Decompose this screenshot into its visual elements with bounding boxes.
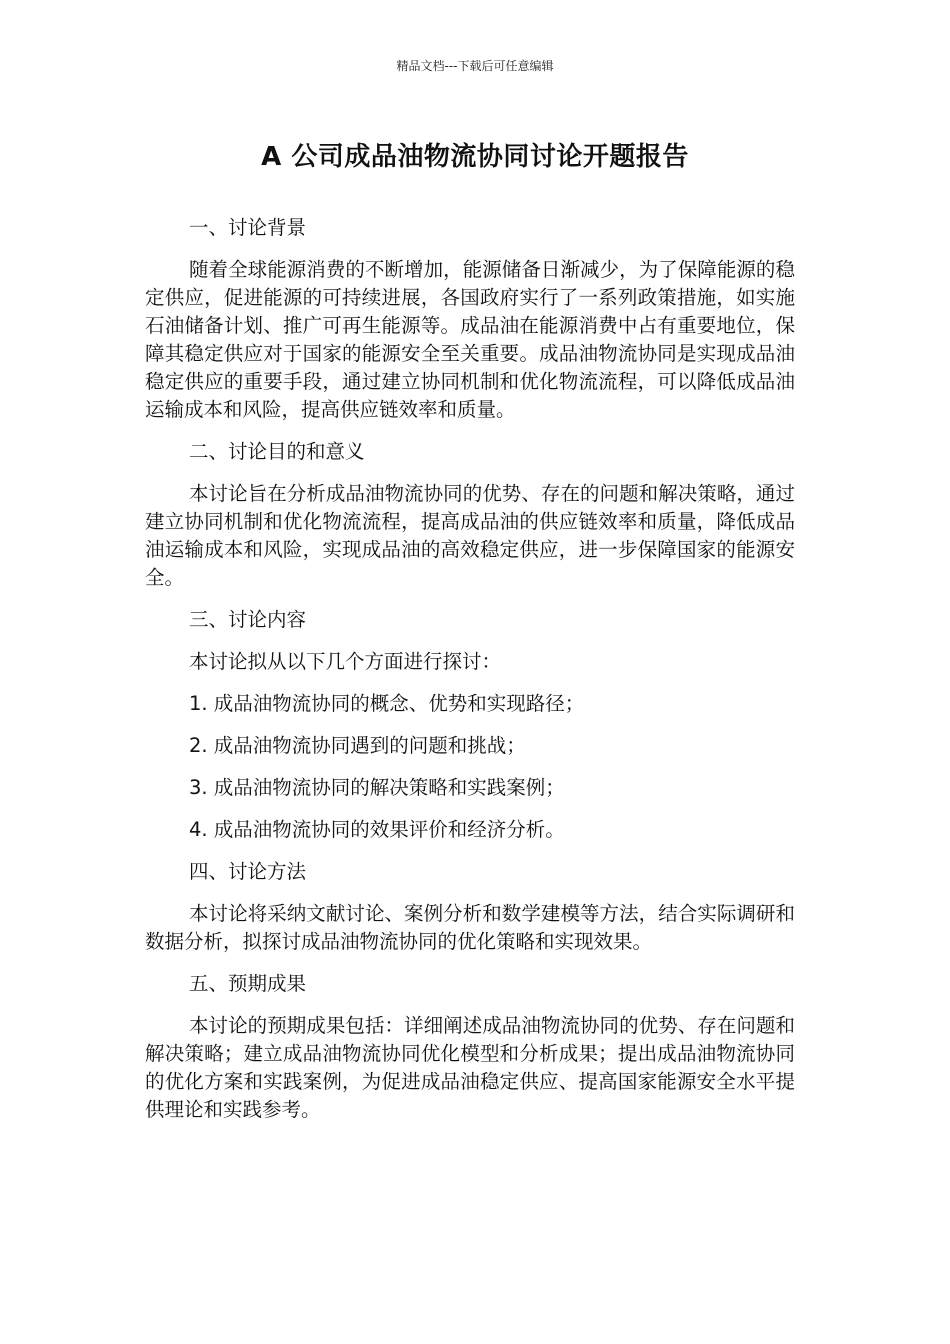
section-heading-results: 五、预期成果 <box>189 972 307 995</box>
section-intro-content: 本讨论拟从以下几个方面进行探讨： <box>189 650 502 673</box>
section-paragraph-background: 随着全球能源消费的不断增加，能源储备日渐减少，为了保障能源的稳定供应，促进能源的可持续进展，各国政府实行了一系列政策措施，如实施石油储备计划、推广可再生能源等。成品油在能源消费中占有重要地位，保障其稳定供应对于国家的能源安全至关重要。成品油物流协同是实现成品油稳定供应的重要手段，通过建立协同机制和优化物流流程，可以降低成品油运输成本和风险，提高供应链效率和质量。 <box>145 258 795 421</box>
list-item: 4. 成品油物流协同的效果评价和经济分析。 <box>189 818 565 841</box>
section-paragraph-results: 本讨论的预期成果包括：详细阐述成品油物流协同的优势、存在问题和解决策略；建立成品油物流协同优化模型和分析成果；提出成品油物流协同的优化方案和实践案例，为促进成品油稳定供应、提高国家能源安全水平提供理论和实践参考。 <box>145 1014 795 1121</box>
section-paragraph-method: 本讨论将采纳文献讨论、案例分析和数学建模等方法，结合实际调研和数据分析，拟探讨成品油物流协同的优化策略和实现效果。 <box>145 902 795 953</box>
section-paragraph-purpose: 本讨论旨在分析成品油物流协同的优势、存在的问题和解决策略，通过建立协同机制和优化物流流程，提高成品油的供应链效率和质量，降低成品油运输成本和风险，实现成品油的高效稳定供应，进一步保障国家的能源安全。 <box>145 482 795 589</box>
list-item: 1. 成品油物流协同的概念、优势和实现路径； <box>189 692 585 715</box>
section-heading-method: 四、讨论方法 <box>189 860 307 883</box>
document-title: A 公司成品油物流协同讨论开题报告 <box>261 142 689 172</box>
section-heading-purpose: 二、讨论目的和意义 <box>189 440 365 463</box>
list-item: 3. 成品油物流协同的解决策略和实践案例； <box>189 776 565 799</box>
document-body <box>145 214 795 1138</box>
section-heading-content: 三、讨论内容 <box>189 608 307 631</box>
section-heading-background: 一、讨论背景 <box>189 216 307 239</box>
list-item: 2. 成品油物流协同遇到的问题和挑战； <box>189 734 526 757</box>
header-note: 精品文档---下载后可任意编辑 <box>396 59 554 73</box>
